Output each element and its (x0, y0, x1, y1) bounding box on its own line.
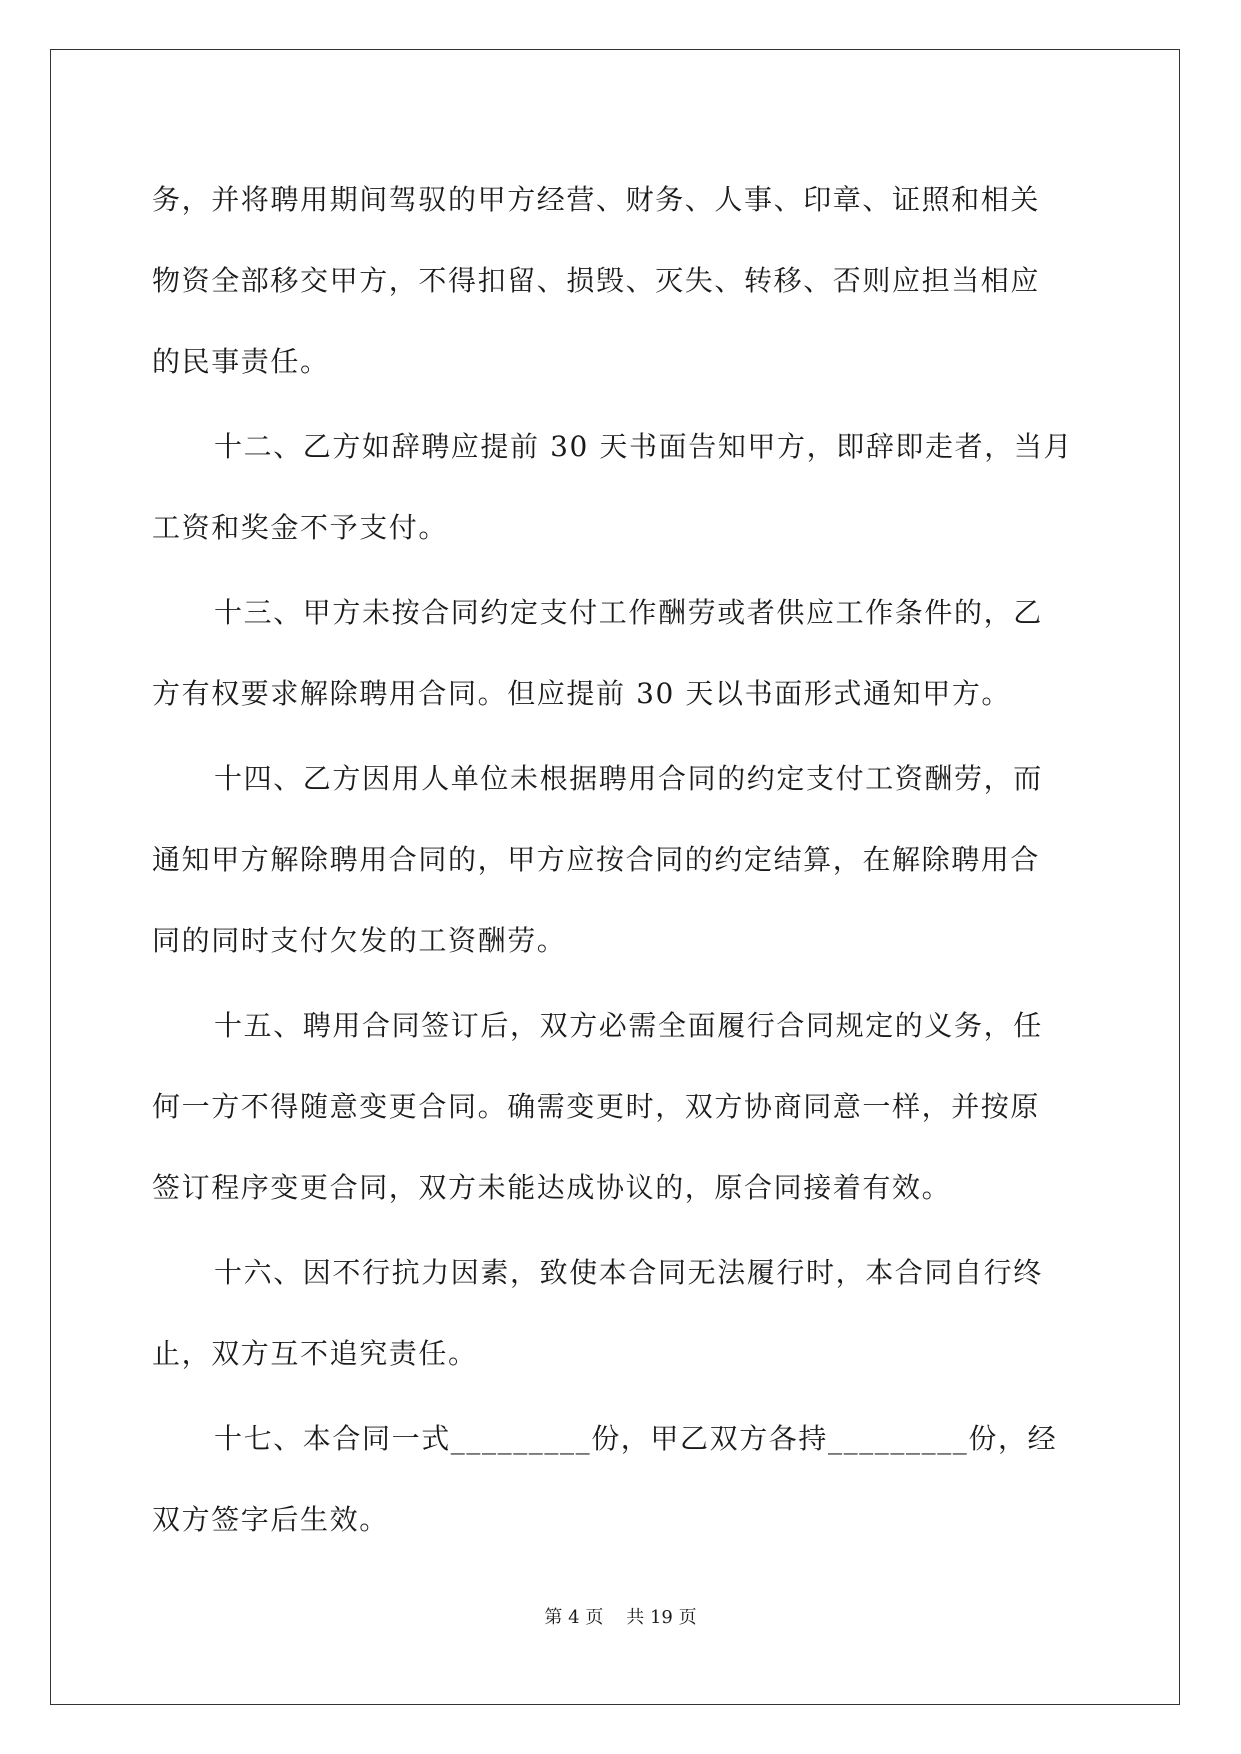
text-line: 签订程序变更合同，双方未能达成协议的，原合同接着有效。 (152, 1171, 952, 1204)
paragraph-clause-13 (152, 572, 1082, 734)
text-line: 物资全部移交甲方，不得扣留、损毁、灭失、转移、否则应担当相应 (152, 264, 1041, 297)
paragraph-clause-16 (152, 1232, 1082, 1394)
page-number: 第 4 页 (544, 1607, 604, 1628)
page-footer (0, 1603, 1241, 1629)
paragraph-continued-obligations (152, 159, 1082, 402)
text-line: 工资和奖金不予支付。 (152, 511, 449, 544)
text-line: 十三、甲方未按合同约定支付工作酬劳或者供应工作条件的，乙 (214, 596, 1043, 629)
text-line: 何一方不得随意变更合同。确需变更时，双方协商同意一样，并按原 (152, 1090, 1041, 1123)
document-body (152, 159, 1082, 1564)
text-line: 止，双方互不追究责任。 (152, 1337, 478, 1370)
text-line: 务，并将聘用期间驾驭的甲方经营、财务、人事、印章、证照和相关 (152, 183, 1041, 216)
paragraph-clause-14 (152, 738, 1082, 981)
text-line: 通知甲方解除聘用合同的，甲方应按合同的约定结算，在解除聘用合 (152, 843, 1041, 876)
text-line: 双方签字后生效。 (152, 1503, 389, 1536)
text-line: 方有权要求解除聘用合同。但应提前 30 天以书面形式通知甲方。 (152, 677, 1012, 710)
paragraph-clause-12 (152, 406, 1082, 568)
text-line: 十六、因不行抗力因素，致使本合同无法履行时，本合同自行终 (214, 1256, 1043, 1289)
text-line: 十四、乙方因用人单位未根据聘用合同的约定支付工资酬劳，而 (214, 762, 1043, 795)
text-line: 同的同时支付欠发的工资酬劳。 (152, 924, 567, 957)
text-line: 的民事责任。 (152, 345, 330, 378)
paragraph-clause-17 (152, 1398, 1082, 1560)
total-pages: 共 19 页 (626, 1607, 697, 1628)
text-line: 十七、本合同一式_________份，甲乙双方各持_________份，经 (214, 1422, 1058, 1455)
text-line: 十五、聘用合同签订后，双方必需全面履行合同规定的义务，任 (214, 1009, 1043, 1042)
paragraph-clause-15 (152, 985, 1082, 1228)
text-line: 十二、乙方如辞聘应提前 30 天书面告知甲方，即辞即走者，当月 (214, 430, 1074, 463)
